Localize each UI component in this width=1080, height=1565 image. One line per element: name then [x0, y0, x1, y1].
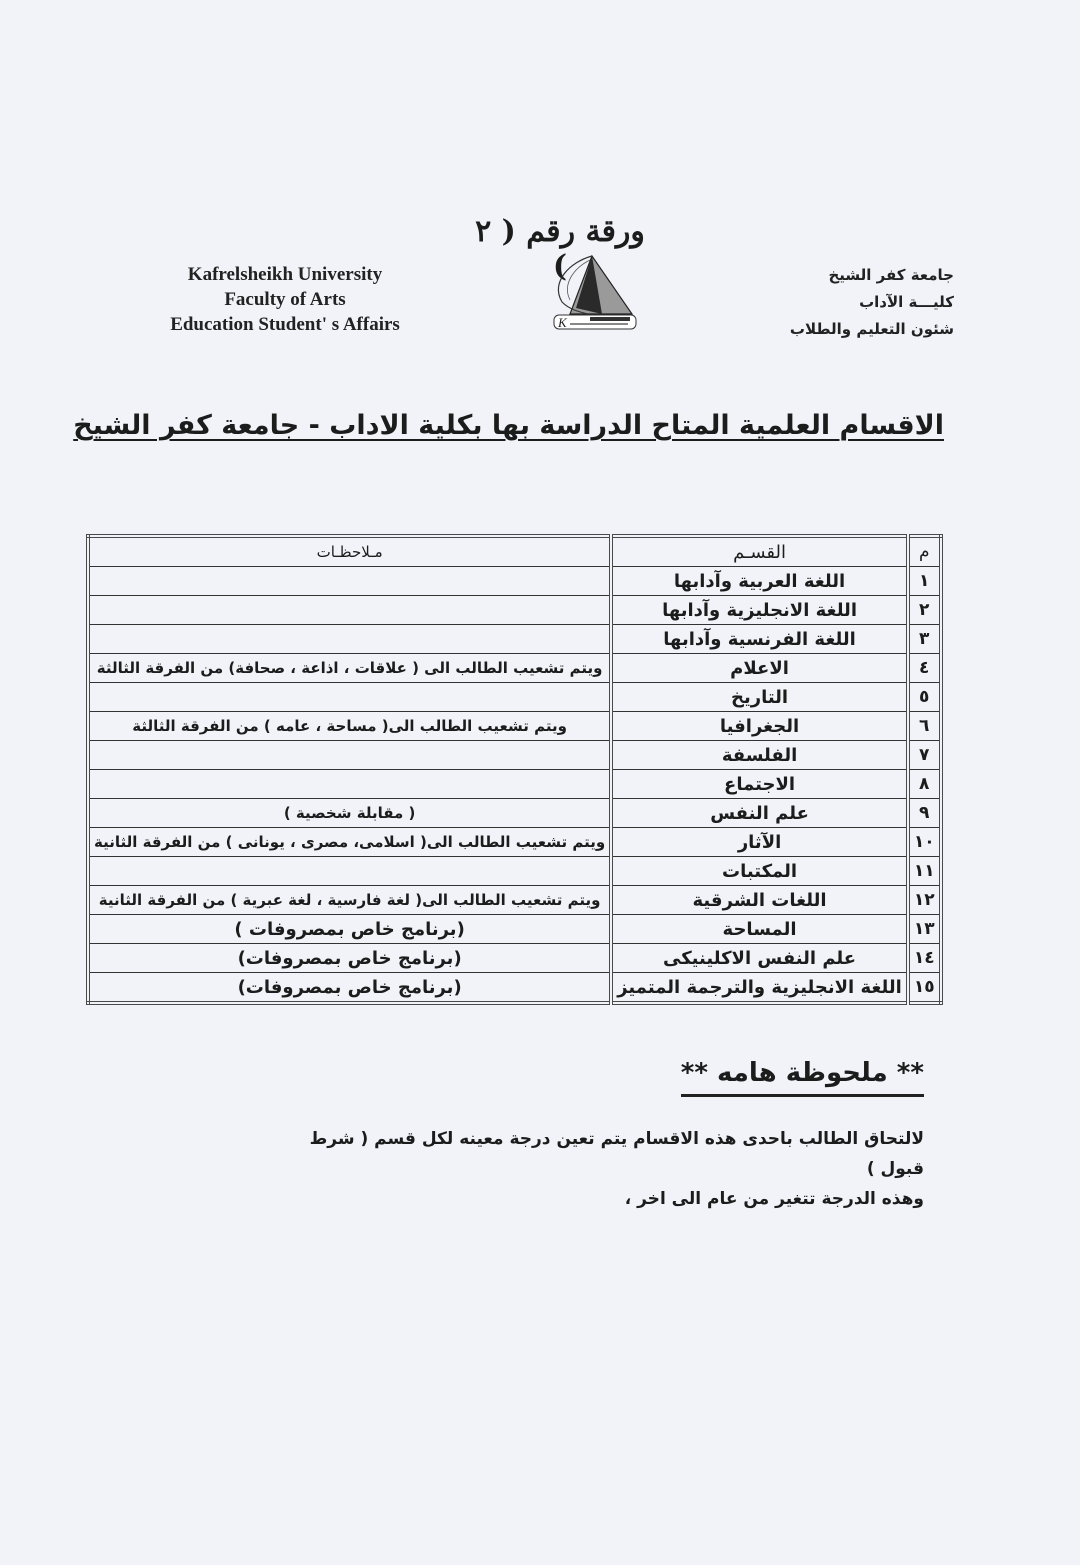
department-notes [88, 741, 611, 770]
table-row [88, 596, 941, 625]
note-line: لالتحاق الطالب باحدى هذه الاقسام يتم تعين درجة معينه لكل قسم ( شرط قبول ) [309, 1129, 924, 1179]
department-name: الاعلام [611, 654, 908, 683]
row-number: ٤ [908, 654, 941, 683]
department-name: الفلسفة [611, 741, 908, 770]
department-name: الآثار [611, 828, 908, 857]
table-row [88, 857, 941, 886]
table-row [88, 770, 941, 799]
english-letterhead [160, 262, 410, 337]
department-notes: ( مقابلة شخصية ) [88, 799, 611, 828]
table-row [88, 567, 941, 596]
row-number: ٦ [908, 712, 941, 741]
important-note-title: ** ملحوظة هامه ** [681, 1058, 924, 1097]
department-name: علم النفس الاكلينيكى [611, 944, 908, 973]
department-name: اللغة الفرنسية وآدابها [611, 625, 908, 654]
table-header-row [88, 536, 941, 567]
svg-text:K: K [558, 315, 567, 330]
faculty-name-ar: كليـــة الآداب [859, 293, 954, 311]
department-notes [88, 567, 611, 596]
table-row [88, 712, 941, 741]
faculty-name-en: Faculty of Arts [224, 289, 346, 310]
department-name: اللغة العربية وآدابها [611, 567, 908, 596]
row-number: ١٣ [908, 915, 941, 944]
row-number: ٨ [908, 770, 941, 799]
department-name: علم النفس [611, 799, 908, 828]
department-name: اللغات الشرقية [611, 886, 908, 915]
department-name: اللغة الانجليزية والترجمة المتميز [611, 973, 908, 1004]
department-notes: (برنامج خاص بمصروفات) [88, 944, 611, 973]
department-notes [88, 857, 611, 886]
department-notes: ويتم تشعيب الطالب الى( اسلامى، مصرى ، يونانى ) من الفرقة الثانية [88, 828, 611, 857]
header-num: م [908, 536, 941, 567]
row-number: ١٤ [908, 944, 941, 973]
table-row [88, 799, 941, 828]
university-name-ar: جامعة كفر الشيخ [828, 266, 954, 284]
university-name-en: Kafrelsheikh University [187, 264, 383, 285]
department-name-en: Education Student' s Affairs [170, 314, 400, 335]
row-number: ٥ [908, 683, 941, 712]
table-row [88, 915, 941, 944]
department-notes: ويتم تشعيب الطالب الى ( علاقات ، اذاعة ، صحافة) من الفرقة الثالثة [88, 654, 611, 683]
table-row [88, 625, 941, 654]
row-number: ١٠ [908, 828, 941, 857]
department-name: المكتبات [611, 857, 908, 886]
arabic-letterhead [754, 262, 954, 343]
table-row [88, 654, 941, 683]
table-row [88, 683, 941, 712]
row-number: ١٢ [908, 886, 941, 915]
department-name: المساحة [611, 915, 908, 944]
note-line: وهذه الدرجة تتغير من عام الى اخر ، [624, 1189, 924, 1209]
university-logo-icon [540, 252, 640, 332]
department-notes: ويتم تشعيب الطالب الى( مساحة ، عامه ) من الفرقة الثالثة [88, 712, 611, 741]
header-dept: القسـم [611, 536, 908, 567]
sheet-number: ورقة رقم ( ٢ ) [475, 214, 645, 284]
row-number: ٢ [908, 596, 941, 625]
row-number: ٩ [908, 799, 941, 828]
department-notes: (برنامج خاص بمصروفات ) [88, 915, 611, 944]
table-row [88, 741, 941, 770]
table-row [88, 973, 941, 1004]
department-notes: ويتم تشعيب الطالب الى( لغة فارسية ، لغة عبرية ) من الفرقة الثانية [88, 886, 611, 915]
departments-table [86, 534, 943, 1005]
department-notes: (برنامج خاص بمصروفات) [88, 973, 611, 1004]
row-number: ٣ [908, 625, 941, 654]
table-row [88, 828, 941, 857]
table-row [88, 886, 941, 915]
department-name-ar: شئون التعليم والطلاب [789, 320, 954, 338]
department-notes [88, 770, 611, 799]
table-row [88, 944, 941, 973]
department-notes [88, 683, 611, 712]
row-number: ٧ [908, 741, 941, 770]
row-number: ١١ [908, 857, 941, 886]
department-name: اللغة الانجليزية وآدابها [611, 596, 908, 625]
header-notes: مـلاحظـات [88, 536, 611, 567]
department-notes [88, 625, 611, 654]
department-name: الجغرافيا [611, 712, 908, 741]
row-number: ١ [908, 567, 941, 596]
department-name: التاريخ [611, 683, 908, 712]
row-number: ١٥ [908, 973, 941, 1004]
department-notes [88, 596, 611, 625]
important-note-body [264, 1124, 924, 1214]
department-name: الاجتماع [611, 770, 908, 799]
page-title: الاقسام العلمية المتاح الدراسة بها بكلية الاداب - جامعة كفر الشيخ [73, 410, 944, 441]
